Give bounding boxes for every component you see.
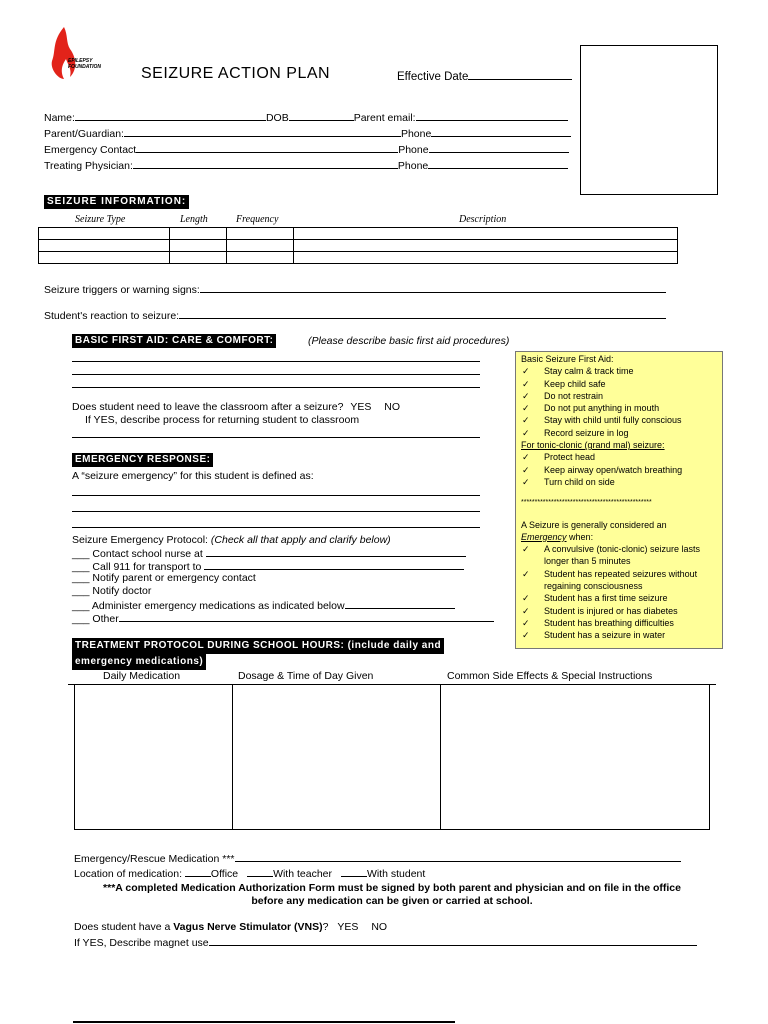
- seizure-info-title: SEIZURE INFORMATION:: [44, 195, 189, 209]
- list-item: ✓ Keep airway open/watch breathing: [522, 464, 683, 475]
- emergency-defined-label: A “seizure emergency” for this student is defined as:: [72, 470, 314, 482]
- physician-field[interactable]: [133, 158, 398, 169]
- first-aid-info-box: [515, 351, 723, 649]
- dob-field[interactable]: [289, 110, 354, 121]
- table-row: [39, 240, 678, 252]
- list-item: ✓ Stay calm & track time: [522, 366, 634, 377]
- check-icon: ✓: [522, 593, 530, 604]
- list-item: ✓ Stay with child until fully conscious: [522, 415, 682, 426]
- list-item: ✓ Student has a seizure in water: [522, 630, 666, 641]
- aid-box-heading: Basic Seizure First Aid:: [521, 354, 614, 364]
- parent-email-field[interactable]: [416, 110, 568, 121]
- foundation-logo: [46, 25, 116, 81]
- name-row: Name: DOB Parent email:: [44, 110, 568, 124]
- return-process-line[interactable]: [72, 437, 480, 438]
- list-item: ✓ Record seizure in log: [522, 427, 629, 438]
- rescue-medication-row: Emergency/Rescue Medication ***: [74, 851, 681, 865]
- emergency-response-title: EMERGENCY RESPONSE:: [72, 453, 213, 467]
- first-aid-title: BASIC FIRST AID: CARE & COMFORT:: [72, 334, 276, 348]
- leave-no-option[interactable]: NO: [384, 401, 401, 413]
- aid-box-divider: ************************************************: [521, 499, 652, 507]
- protocol-item-nurse[interactable]: ___ Contact school nurse at: [72, 546, 466, 560]
- description-header: Description: [459, 214, 507, 225]
- reaction-field[interactable]: [179, 308, 666, 319]
- signature-line[interactable]: [73, 1021, 455, 1023]
- daily-medication-cell[interactable]: [75, 685, 233, 830]
- emergency-contact-row: Emergency Contact Phone: [44, 142, 569, 156]
- first-aid-subtitle: (Please describe basic first aid procedures): [308, 335, 510, 347]
- check-icon: ✓: [522, 403, 530, 414]
- reaction-row: Student's reaction to seizure:: [44, 308, 666, 322]
- emergency-phone-field[interactable]: [429, 142, 569, 153]
- list-item: ✓ Keep child safe: [522, 378, 606, 389]
- check-icon: ✓: [522, 617, 530, 628]
- list-item: ✓ Student is injured or has diabetes: [522, 605, 678, 616]
- medication-table: [74, 684, 710, 830]
- list-item: ✓ A convulsive (tonic-clonic) seizure lasts longer than 5 minutes: [522, 544, 701, 567]
- location-teacher-check[interactable]: [247, 866, 273, 877]
- table-row: [75, 685, 710, 830]
- check-icon: ✓: [522, 630, 530, 641]
- first-aid-line[interactable]: [72, 361, 480, 362]
- list-item: ✓ Student has breathing difficulties: [522, 617, 674, 628]
- table-row: [39, 228, 678, 240]
- dosage-cell[interactable]: [233, 685, 441, 830]
- guardian-phone-field[interactable]: [431, 126, 571, 137]
- seizure-type-header: Seizure Type: [75, 214, 126, 225]
- length-header: Length: [180, 214, 208, 225]
- vns-question: Does student have a Vagus Nerve Stimulator (VNS)? YES NO: [74, 921, 388, 933]
- magnet-use-row: If YES, Describe magnet use: [74, 935, 697, 949]
- leave-classroom-question: Does student need to leave the classroom after a seizure? YES NO: [72, 401, 401, 413]
- rescue-medication-field[interactable]: [235, 851, 681, 862]
- emergency-line[interactable]: [72, 527, 480, 528]
- table-row: [39, 252, 678, 264]
- physician-phone-field[interactable]: [428, 158, 568, 169]
- check-icon: ✓: [522, 366, 530, 377]
- page-title: SEIZURE ACTION PLAN: [141, 65, 331, 82]
- list-item: ✓ Do not put anything in mouth: [522, 403, 660, 414]
- location-office-check[interactable]: [185, 866, 211, 877]
- protocol-item-other[interactable]: ___ Other: [72, 611, 494, 625]
- list-item: ✓ Student has repeated seizures without regaining consciousness: [522, 568, 698, 592]
- triggers-field[interactable]: [200, 282, 666, 293]
- leave-yes-option[interactable]: YES: [350, 401, 372, 413]
- check-icon: ✓: [522, 427, 530, 438]
- name-field[interactable]: [75, 110, 266, 121]
- check-icon: ✓: [522, 452, 530, 463]
- photo-box[interactable]: [580, 45, 718, 195]
- check-icon: ✓: [522, 568, 530, 579]
- protocol-item-911[interactable]: ___ Call 911 for transport to: [72, 559, 464, 573]
- guardian-row: Parent/Guardian: Phone: [44, 126, 571, 140]
- check-icon: ✓: [522, 605, 530, 616]
- check-icon: ✓: [522, 378, 530, 389]
- treatment-title: TREATMENT PROTOCOL DURING SCHOOL HOURS: (include daily and emergency medications): [72, 638, 444, 670]
- protocol-hint: (Check all that apply and clarify below): [210, 534, 391, 546]
- protocol-item-administer[interactable]: ___ Administer emergency medications as indicated below: [72, 598, 455, 612]
- check-icon: ✓: [522, 464, 530, 475]
- flame-icon: [48, 25, 78, 81]
- dosage-header: Dosage & Time of Day Given: [238, 670, 374, 682]
- physician-row: Treating Physician: Phone: [44, 158, 568, 172]
- protocol-item-notify-doctor[interactable]: ___ Notify doctor: [72, 585, 152, 597]
- guardian-field[interactable]: [124, 126, 401, 137]
- list-item: ✓ Student has a first time seizure: [522, 593, 668, 604]
- authorization-note: ***A completed Medication Authorization Form must be signed by both parent and physician and on file in the office before any medication can be given or carried at school.: [103, 882, 681, 907]
- emergency-line[interactable]: [72, 511, 480, 512]
- vns-yes-option[interactable]: YES: [337, 921, 359, 933]
- side-effects-cell[interactable]: [441, 685, 710, 830]
- location-student-check[interactable]: [341, 866, 367, 877]
- check-icon: ✓: [522, 390, 530, 401]
- effective-date-label: Effective Date: [397, 69, 572, 83]
- emergency-intro: A Seizure is generally considered an Emergency when:: [521, 519, 667, 542]
- emergency-contact-field[interactable]: [136, 142, 398, 153]
- seizure-info-table: [38, 227, 678, 264]
- foundation-name: EPILEPSY FOUNDATION: [68, 58, 101, 70]
- side-effects-header: Common Side Effects & Special Instructions: [447, 670, 653, 682]
- tonic-clonic-heading: For tonic-clonic (grand mal) seizure:: [521, 440, 665, 451]
- first-aid-line[interactable]: [72, 374, 480, 375]
- magnet-use-field[interactable]: [209, 935, 697, 946]
- medication-location-row: Location of medication: Office With teacher With student: [74, 868, 426, 880]
- triggers-row: Seizure triggers or warning signs:: [44, 282, 666, 296]
- vns-no-option[interactable]: NO: [371, 921, 388, 933]
- check-icon: ✓: [522, 415, 530, 426]
- emergency-line[interactable]: [72, 495, 480, 496]
- daily-medication-header: Daily Medication: [103, 670, 181, 682]
- check-icon: ✓: [522, 476, 530, 487]
- protocol-label: Seizure Emergency Protocol: (Check all that apply and clarify below): [72, 534, 391, 546]
- list-item: ✓ Do not restrain: [522, 390, 604, 401]
- first-aid-line[interactable]: [72, 387, 480, 388]
- frequency-header: Frequency: [236, 214, 279, 225]
- effective-date-field[interactable]: [468, 69, 572, 80]
- list-item: ✓ Protect head: [522, 452, 596, 463]
- return-process-label: If YES, describe process for returning student to classroom: [85, 414, 360, 426]
- list-item: ✓ Turn child on side: [522, 476, 615, 487]
- check-icon: ✓: [522, 544, 530, 555]
- protocol-item-notify-parent[interactable]: ___ Notify parent or emergency contact: [72, 572, 256, 584]
